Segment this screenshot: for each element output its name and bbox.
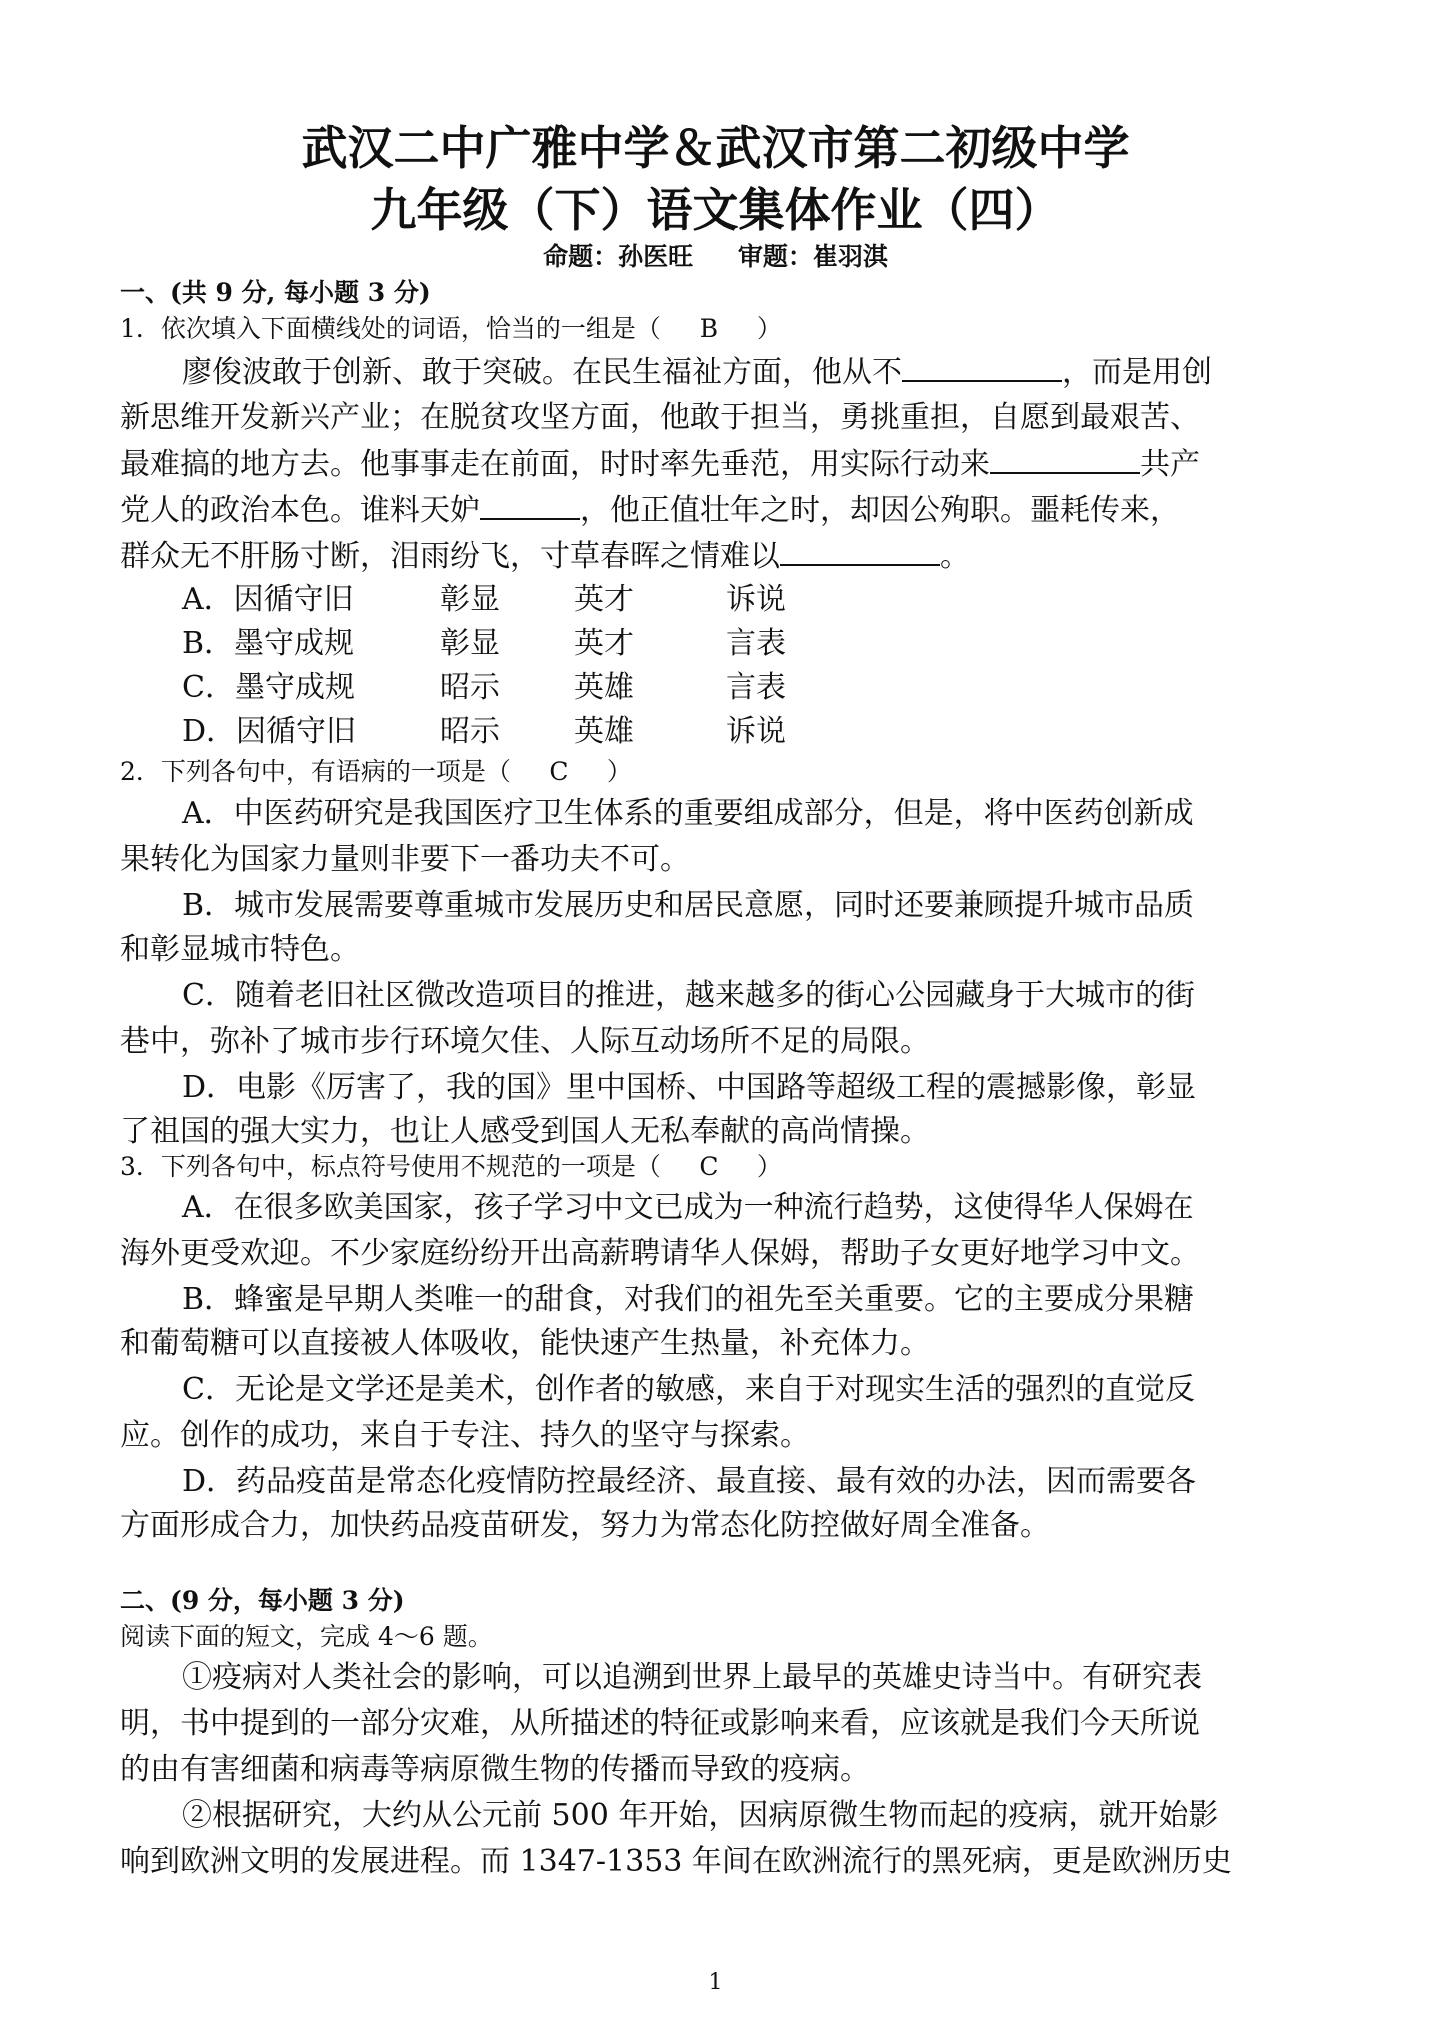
q2-line: 了祖国的强大实力，也让人感受到国人无私奉献的高尚情操。 bbox=[120, 1114, 930, 1149]
q3-line: 应。创作的成功，来自于专注、持久的坚守与探索。 bbox=[120, 1418, 810, 1453]
q2-line: D．电影《厉害了，我的国》里中国桥、中国路等超级工程的震撼影像，彰显 bbox=[182, 1070, 1197, 1105]
page-number: 1 bbox=[708, 1970, 723, 1995]
q2-line: C．随着老旧社区微改造项目的推进，越来越多的街心公园藏身于大城市的街 bbox=[182, 978, 1195, 1013]
section1-heading: 一、(共 9 分, 每小题 3 分) bbox=[120, 278, 431, 307]
reviewer: 审题：崔羽淇 bbox=[737, 242, 888, 271]
title-line-2: 九年级（下）语文集体作业（四） bbox=[370, 183, 1061, 237]
q2-line: 巷中，弥补了城市步行环境欠佳、人际互动场所不足的局限。 bbox=[120, 1024, 930, 1059]
passage-line: 的由有害细菌和病毒等病原微生物的传播而导致的疫病。 bbox=[120, 1752, 870, 1787]
setter: 命题：孙医旺 bbox=[543, 242, 694, 271]
q1-passage-line: 最难搞的地方去。他事事走在前面，时时率先垂范，用实际行动来 共产 bbox=[120, 442, 1200, 487]
q3-answer: C bbox=[699, 1152, 719, 1181]
q3-line: A．在很多欧美国家，孩子学习中文已成为一种流行趋势，这使得华人保姆在 bbox=[182, 1190, 1194, 1225]
q1-passage-line: 群众无不肝肠寸断，泪雨纷飞，寸草春晖之情难以 。 bbox=[120, 534, 970, 579]
blank-4 bbox=[780, 534, 940, 566]
blank-3 bbox=[480, 488, 580, 520]
passage-line: 明，书中提到的一部分灾难，从所描述的特征或影响来看，应该就是我们今天所说 bbox=[120, 1706, 1200, 1741]
q3-line: B．蜂蜜是早期人类唯一的甜食，对我们的祖先至关重要。它的主要成分果糖 bbox=[182, 1282, 1195, 1317]
q3-line: 和葡萄糖可以直接被人体吸收，能快速产生热量，补充体力。 bbox=[120, 1326, 930, 1361]
q2-prompt: 2．下列各句中，有语病的一项是（ C ） bbox=[120, 755, 632, 789]
section2-heading: 二、(9 分，每小题 3 分) bbox=[120, 1586, 405, 1615]
q2-answer: C bbox=[549, 757, 569, 786]
q1-passage-line: 新思维开发新兴产业；在脱贫攻坚方面，他敢于担当，勇挑重担，自愿到最艰苦、 bbox=[120, 400, 1200, 435]
q3-line: D．药品疫苗是常态化疫情防控最经济、最直接、最有效的办法，因而需要各 bbox=[182, 1464, 1197, 1499]
q3-prompt: 3．下列各句中，标点符号使用不规范的一项是（ C ） bbox=[120, 1150, 782, 1184]
authors bbox=[0, 240, 1431, 274]
section2-instruction: 阅读下面的短文，完成 4～6 题。 bbox=[120, 1622, 493, 1651]
q2-line: 果转化为国家力量则非要下一番功夫不可。 bbox=[120, 842, 690, 877]
q3-line: 海外更受欢迎。不少家庭纷纷开出高薪聘请华人保姆，帮助子女更好地学习中文。 bbox=[120, 1236, 1200, 1271]
blank-1 bbox=[902, 350, 1062, 382]
q1-answer: B bbox=[699, 314, 719, 343]
title-line-1: 武汉二中广雅中学＆武汉市第二初级中学 bbox=[301, 121, 1130, 175]
q1-prompt: 1．依次填入下面横线处的词语，恰当的一组是（ B ） bbox=[120, 312, 782, 346]
q3-line: C．无论是文学还是美术，创作者的敏感，来自于对现实生活的强烈的直觉反 bbox=[182, 1372, 1195, 1407]
passage-line: ①疫病对人类社会的影响，可以追溯到世界上最早的英雄史诗当中。有研究表 bbox=[182, 1660, 1202, 1695]
q3-line: 方面形成合力，加快药品疫苗研发，努力为常态化防控做好周全准备。 bbox=[120, 1508, 1050, 1543]
blank-2 bbox=[990, 442, 1140, 474]
passage-line: 响到欧洲文明的发展进程。而 1347-1353 年间在欧洲流行的黑死病，更是欧洲历史 bbox=[120, 1844, 1232, 1879]
q2-line: A．中医药研究是我国医疗卫生体系的重要组成部分，但是，将中医药创新成 bbox=[182, 796, 1194, 831]
document-page: 武汉二中广雅中学＆武汉市第二初级中学 九年级（下）语文集体作业（四） 命题：孙医旺 审题：崔羽淇 一、(共 9 分, 每小题 3 分) 1．依次填入下面横线处的词语，恰当的一组是（ B ） 廖俊波敢于创新、敢于突破。在民生福祉方面，他从不 ，而是用创 新思维开发新兴产业；在脱贫攻坚方面，他敢于担当，勇挑重担，自愿到最艰苦、 最难搞的地方去。他事事走在前面，时时率先垂范，用实际行动来 共产 党人的政治本色。谁料天妒 ，他正值壮年之时，却因公殉职。噩耗传来， 群众无不肝肠寸断，泪雨纷飞，寸草春晖之情难以 。 A．因循守旧 彰显 英才 诉说 B．墨守成规 彰显 英才 言表 C．墨守成规 昭示 英雄 言表 D．因循守旧 昭示 英雄 诉说 2．下列各句中，有语病的一项是（ C ） A．中医药研究是我国医疗卫生体系的重要组成部分，但是，将中医药创新成 果转化为国家力量则非要下一番功夫不可。 B．城市发展需要尊重城市发展历史和居民意愿，同时还要兼顾提升城市品质 和彰显城市特色。 C．随着老旧社区微改造项目的推进，越来越多的街心公园藏身于大城市的街 巷中，弥补了城市步行环境欠佳、人际互动场所不足的局限。 D．电影《厉害了，我的国》里中国桥、中国路等超级工程的震撼影像，彰显 了祖国的强大实力，也让人感受到国人无私奉献的高尚情操。 3．下列各句中，标点符号使用不规范的一项是（ C ） A．在很多欧美国家，孩子学习中文已成为一种流行趋势，这使得华人保姆在 海外更受欢迎。不少家庭纷纷开出高薪聘请华人保姆，帮助子女更好地学习中文。 B．蜂蜜是早期人类唯一的甜食，对我们的祖先至关重要。它的主要成分果糖 和葡萄糖可以直接被人体吸收，能快速产生热量，补充体力。 C．无论是文学还是美术，创作者的敏感，来自于对现实生活的强烈的直觉反 应。创作的成功，来自于专注、持久的坚守与探索。 D．药品疫苗是常态化疫情防控最经济、最直接、最有效的办法，因而需要各 方面形成合力，加快药品疫苗研发，努力为常态化防控做好周全准备。 二、(9 分，每小题 3 分) 阅读下面的短文，完成 4～6 题。 ①疫病对人类社会的影响，可以追溯到世界上最早的英雄史诗当中。有研究表 明，书中提到的一部分灾难，从所描述的特征或影响来看，应该就是我们今天所说 的由有害细菌和病毒等病原微生物的传播而导致的疫病。 ②根据研究，大约从公元前 500 年开始，因病原微生物而起的疫病，就开始影 响到欧洲文明的发展进程。而 1347-1353 年间在欧洲流行的黑死病，更是欧洲历史 1 bbox=[0, 0, 1431, 2022]
q1-passage-line: 党人的政治本色。谁料天妒 ，他正值壮年之时，却因公殉职。噩耗传来， bbox=[120, 488, 1180, 533]
q2-line: 和彰显城市特色。 bbox=[120, 932, 360, 967]
passage-line: ②根据研究，大约从公元前 500 年开始，因病原微生物而起的疫病，就开始影 bbox=[182, 1798, 1219, 1833]
q1-passage-line: 廖俊波敢于创新、敢于突破。在民生福祉方面，他从不 ，而是用创 bbox=[182, 350, 1212, 395]
q2-line: B．城市发展需要尊重城市发展历史和居民意愿，同时还要兼顾提升城市品质 bbox=[182, 888, 1195, 923]
